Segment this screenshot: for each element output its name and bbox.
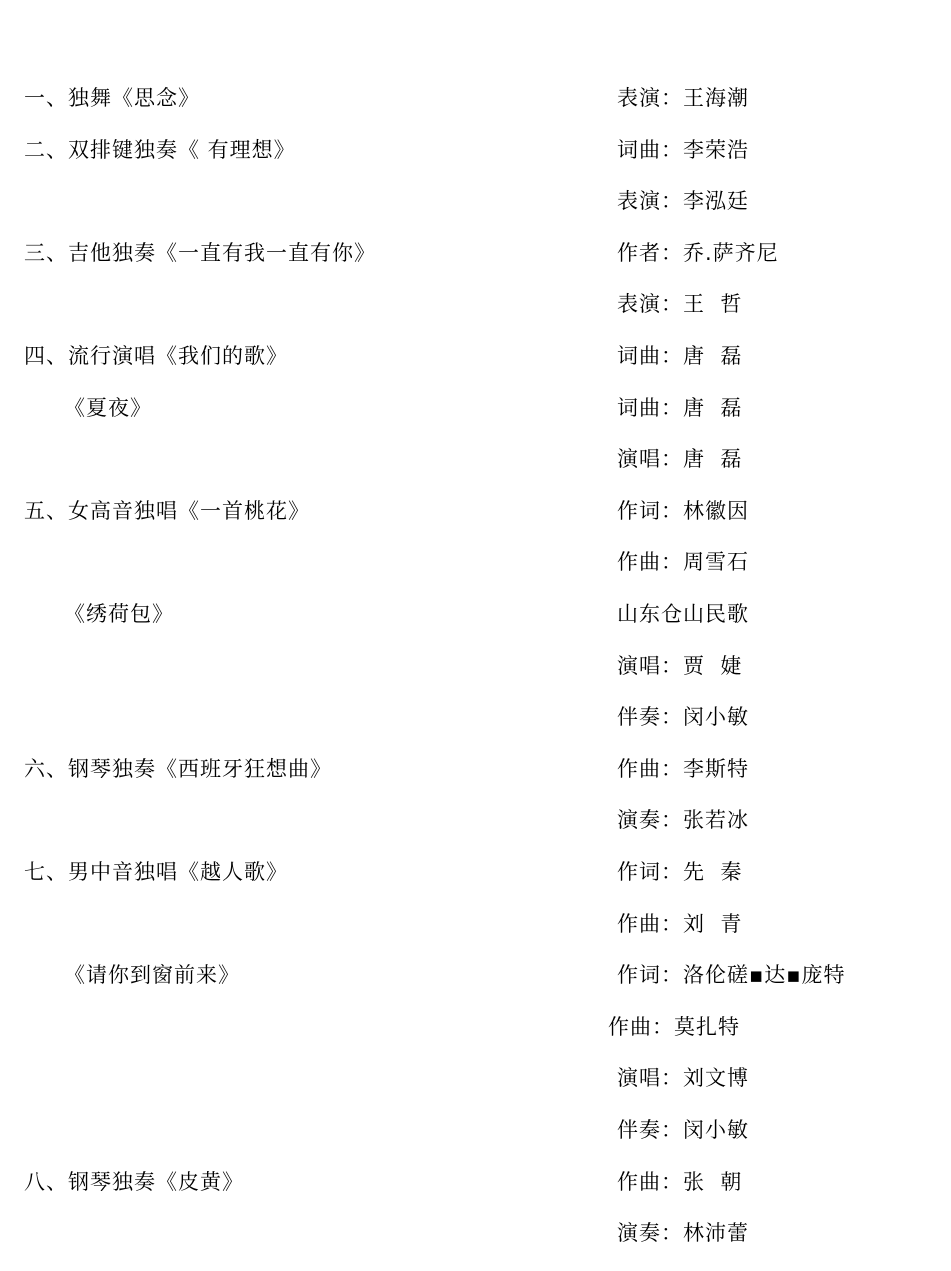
- program-item-credit: 作曲：莫扎特: [608, 1015, 740, 1039]
- program-item-credit: 词曲：唐 磊: [617, 396, 743, 420]
- program-row: [0, 961, 951, 1013]
- program-item-title: 四、流行演唱《我们的歌》: [24, 344, 288, 368]
- program-item-title: 《夏夜》: [64, 396, 152, 420]
- program-row: [0, 497, 951, 549]
- program-item-credit: 表演：王 哲: [617, 292, 743, 316]
- program-item-credit: 演唱：唐 磊: [617, 447, 743, 471]
- program-row: [0, 290, 951, 342]
- program-item-credit: 表演：王海潮: [617, 86, 749, 110]
- program-item-title: 二、双排键独奏《 有理想》: [24, 138, 296, 162]
- program-item-title: 一、独舞《思念》: [24, 86, 200, 110]
- program-row: [0, 239, 951, 291]
- program-row: [0, 342, 951, 394]
- program-item-title: 五、女高音独唱《一首桃花》: [24, 499, 310, 523]
- program-item-title: 六、钢琴独奏《西班牙狂想曲》: [24, 757, 332, 781]
- program-item-credit: 山东仓山民歌: [617, 602, 749, 626]
- program-row: [0, 652, 951, 704]
- program-item-credit: 作曲：李斯特: [617, 757, 749, 781]
- program-item-credit: 作词：先 秦: [617, 860, 743, 884]
- program-row: [0, 84, 951, 136]
- program-item-credit: 作词：洛伦磋▪达▪庞特: [617, 963, 846, 987]
- program-row: [0, 136, 951, 188]
- program-row: [0, 1168, 951, 1220]
- program-item-title: 三、吉他独奏《一直有我一直有你》: [24, 241, 376, 265]
- program-item-credit: 作曲：周雪石: [617, 550, 749, 574]
- program-item-credit: 演唱：贾 婕: [617, 654, 743, 678]
- program-item-credit: 伴奏：闵小敏: [617, 1118, 749, 1142]
- program-item-credit: 作曲：刘 青: [617, 912, 743, 936]
- program-item-credit: 作词：林徽因: [617, 499, 749, 523]
- program-row: [0, 1013, 951, 1065]
- program-item-credit: 伴奏：闵小敏: [617, 705, 749, 729]
- program-row: [0, 755, 951, 807]
- program-item-credit: 演奏：张若冰: [617, 808, 749, 832]
- program-row: [0, 394, 951, 446]
- program-row: [0, 600, 951, 652]
- program-row: [0, 187, 951, 239]
- program-item-credit: 作者：乔.萨齐尼: [617, 241, 779, 265]
- program-item-title: 《请你到窗前来》: [64, 963, 240, 987]
- program-row: [0, 910, 951, 962]
- program-item-credit: 词曲：唐 磊: [617, 344, 743, 368]
- program-row: [0, 548, 951, 600]
- program-item-credit: 表演：李泓廷: [617, 189, 749, 213]
- program-item-title: 八、钢琴独奏《皮黄》: [24, 1170, 244, 1194]
- program-row: [0, 703, 951, 755]
- program-item-credit: 演唱：刘文博: [617, 1066, 749, 1090]
- program-row: [0, 858, 951, 910]
- program-item-credit: 词曲：李荣浩: [617, 138, 749, 162]
- program-row: [0, 806, 951, 858]
- program-item-title: 七、男中音独唱《越人歌》: [24, 860, 288, 884]
- program-item-credit: 演奏：林沛蕾: [617, 1221, 749, 1245]
- program-row: [0, 1064, 951, 1116]
- program-item-title: 《绣荷包》: [64, 602, 174, 626]
- program-item-credit: 作曲：张 朝: [617, 1170, 743, 1194]
- program-row: [0, 1116, 951, 1168]
- program-row: [0, 1219, 951, 1271]
- program-row: [0, 445, 951, 497]
